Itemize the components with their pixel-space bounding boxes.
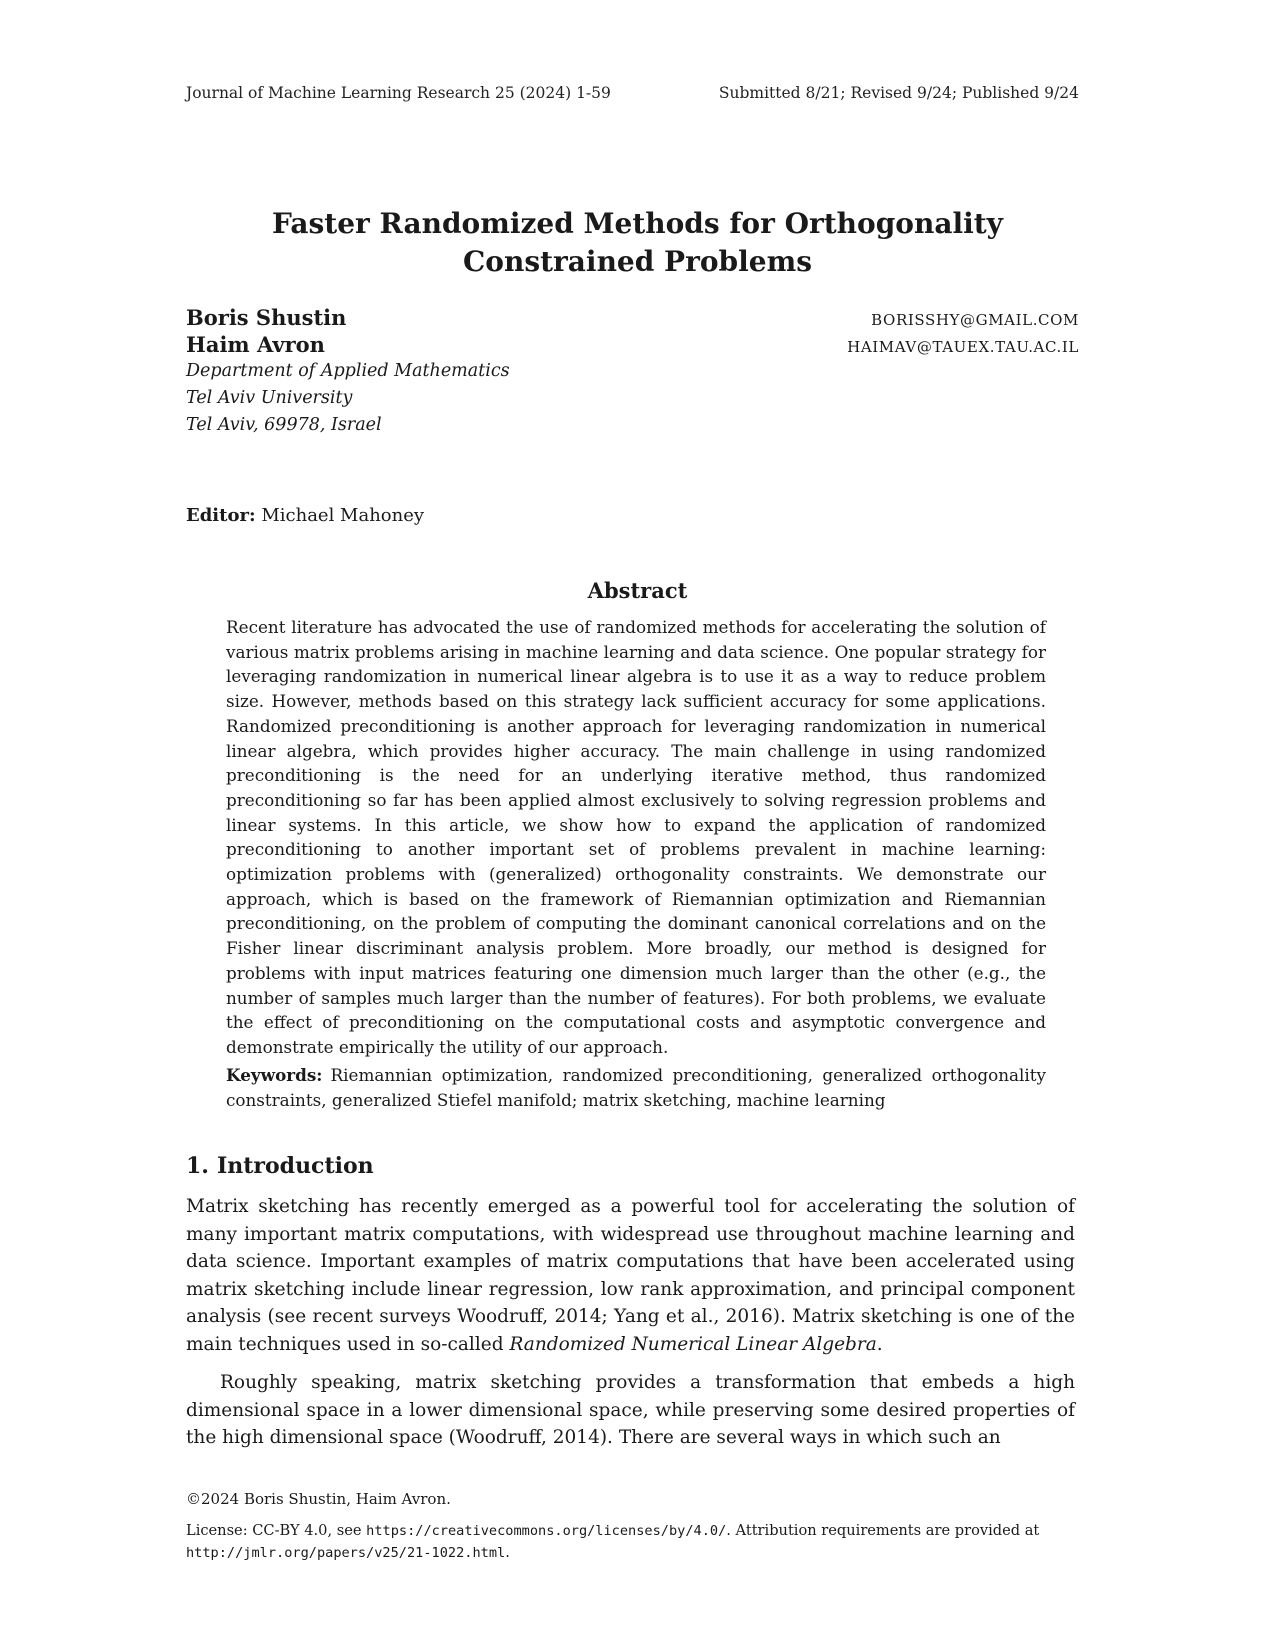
keywords-list: Riemannian optimization, randomized preconditioning, generalized orthogonality constraints, generalized Stiefel manifold; matrix sketching, machine learning <box>226 1065 1046 1110</box>
copyright-notice: ©2024 Boris Shustin, Haim Avron. <box>186 1490 451 1508</box>
editor-label: Editor: <box>186 505 256 526</box>
editor-name: Michael Mahoney <box>261 505 425 526</box>
paper-title: Faster Randomized Methods for Orthogonality Constrained Problems <box>272 207 1003 278</box>
license-notice <box>186 1520 1086 1564</box>
section-title: Introduction <box>216 1153 374 1179</box>
intro-p1-end: . <box>876 1333 883 1355</box>
affiliation-city: Tel Aviv, 69978, Israel <box>186 415 382 435</box>
keywords-label: Keywords: <box>226 1065 323 1085</box>
license-mid: . Attribution requirements are provided at <box>726 1522 1040 1539</box>
editor-line <box>186 505 424 526</box>
abstract-text: Recent literature has advocated the use of randomized methods for accelerating the solution of various matrix problems arising in machine learning and data science. One popular strategy for leveraging randomization in numerical linear algebra is to use it as a way to reduce problem size. However, methods based on this strategy lack sufficient accuracy for some applications. Randomized preconditioning is another approach for leveraging randomization in numerical linear algebra, which provides higher accuracy. The main challenge in using randomized preconditioning is the need for an underlying iterative method, thus randomized preconditioning so far has been applied almost exclusively to solving regression problems and linear systems. In this article, we show how to expand the application of randomized preconditioning to another important set of problems prevalent in machine learning: optimization problems with (generalized) orthogonality constraints. We demonstrate our approach, which is based on the framework of Riemannian optimization and Riemannian preconditioning, on the problem of computing the dominant canonical correlations and on the Fisher linear discriminant analysis problem. More broadly, our method is designed for problems with input matrices featuring one dimension much larger than the other (e.g., the number of samples much larger than the number of features). For both problems, we evaluate the effect of preconditioning on the computational costs and asymptotic convergence and demonstrate empirically the utility of our approach. <box>226 617 1046 1057</box>
section-heading-introduction <box>186 1153 374 1179</box>
abstract-heading: Abstract <box>587 578 688 603</box>
license-prefix: License: CC-BY 4.0, see <box>186 1522 367 1539</box>
affiliation-department: Department of Applied Mathematics <box>186 361 510 381</box>
intro-p1-emphasis: Randomized Numerical Linear Algebra <box>509 1333 877 1355</box>
author-email-2: HAIMAV@TAUEX.TAU.AC.IL <box>847 338 1079 356</box>
intro-p1-text: Matrix sketching has recently emerged as a powerful tool for accelerating the solution of many important matrix computations, with widespread use throughout machine learning and data science. Important examples of matrix computations that have been accelerated using matrix sketching include linear regression, low rank approximation, and principal component analysis (see recent surveys Woodruff, 2014; Yang et al., 2016). Matrix sketching is one of the main techniques used in so-called <box>186 1196 1075 1355</box>
intro-paragraph-1 <box>186 1193 1075 1358</box>
author-name-2: Haim Avron <box>186 332 325 357</box>
license-link[interactable]: https://creativecommons.org/licenses/by/4.0/ <box>366 1523 727 1539</box>
keywords <box>226 1063 1046 1112</box>
journal-header: Journal of Machine Learning Research 25 (2024) 1-59 <box>186 84 611 102</box>
author-email-1: BORISSHY@GMAIL.COM <box>871 311 1079 329</box>
affiliation-university: Tel Aviv University <box>186 388 353 408</box>
author-name-1: Boris Shustin <box>186 305 347 330</box>
paper-link[interactable]: http://jmlr.org/papers/v25/21-1022.html <box>186 1545 506 1561</box>
license-end: . <box>505 1544 510 1561</box>
section-number: 1. <box>186 1153 209 1179</box>
intro-paragraph-2: Roughly speaking, matrix sketching provides a transformation that embeds a high dimensional space in a lower dimensional space, while preserving some desired properties of the high dimensional space (Woodruff, 2014). There are several ways in which such an <box>186 1372 1075 1448</box>
publication-dates: Submitted 8/21; Revised 9/24; Published 9/24 <box>718 84 1079 102</box>
